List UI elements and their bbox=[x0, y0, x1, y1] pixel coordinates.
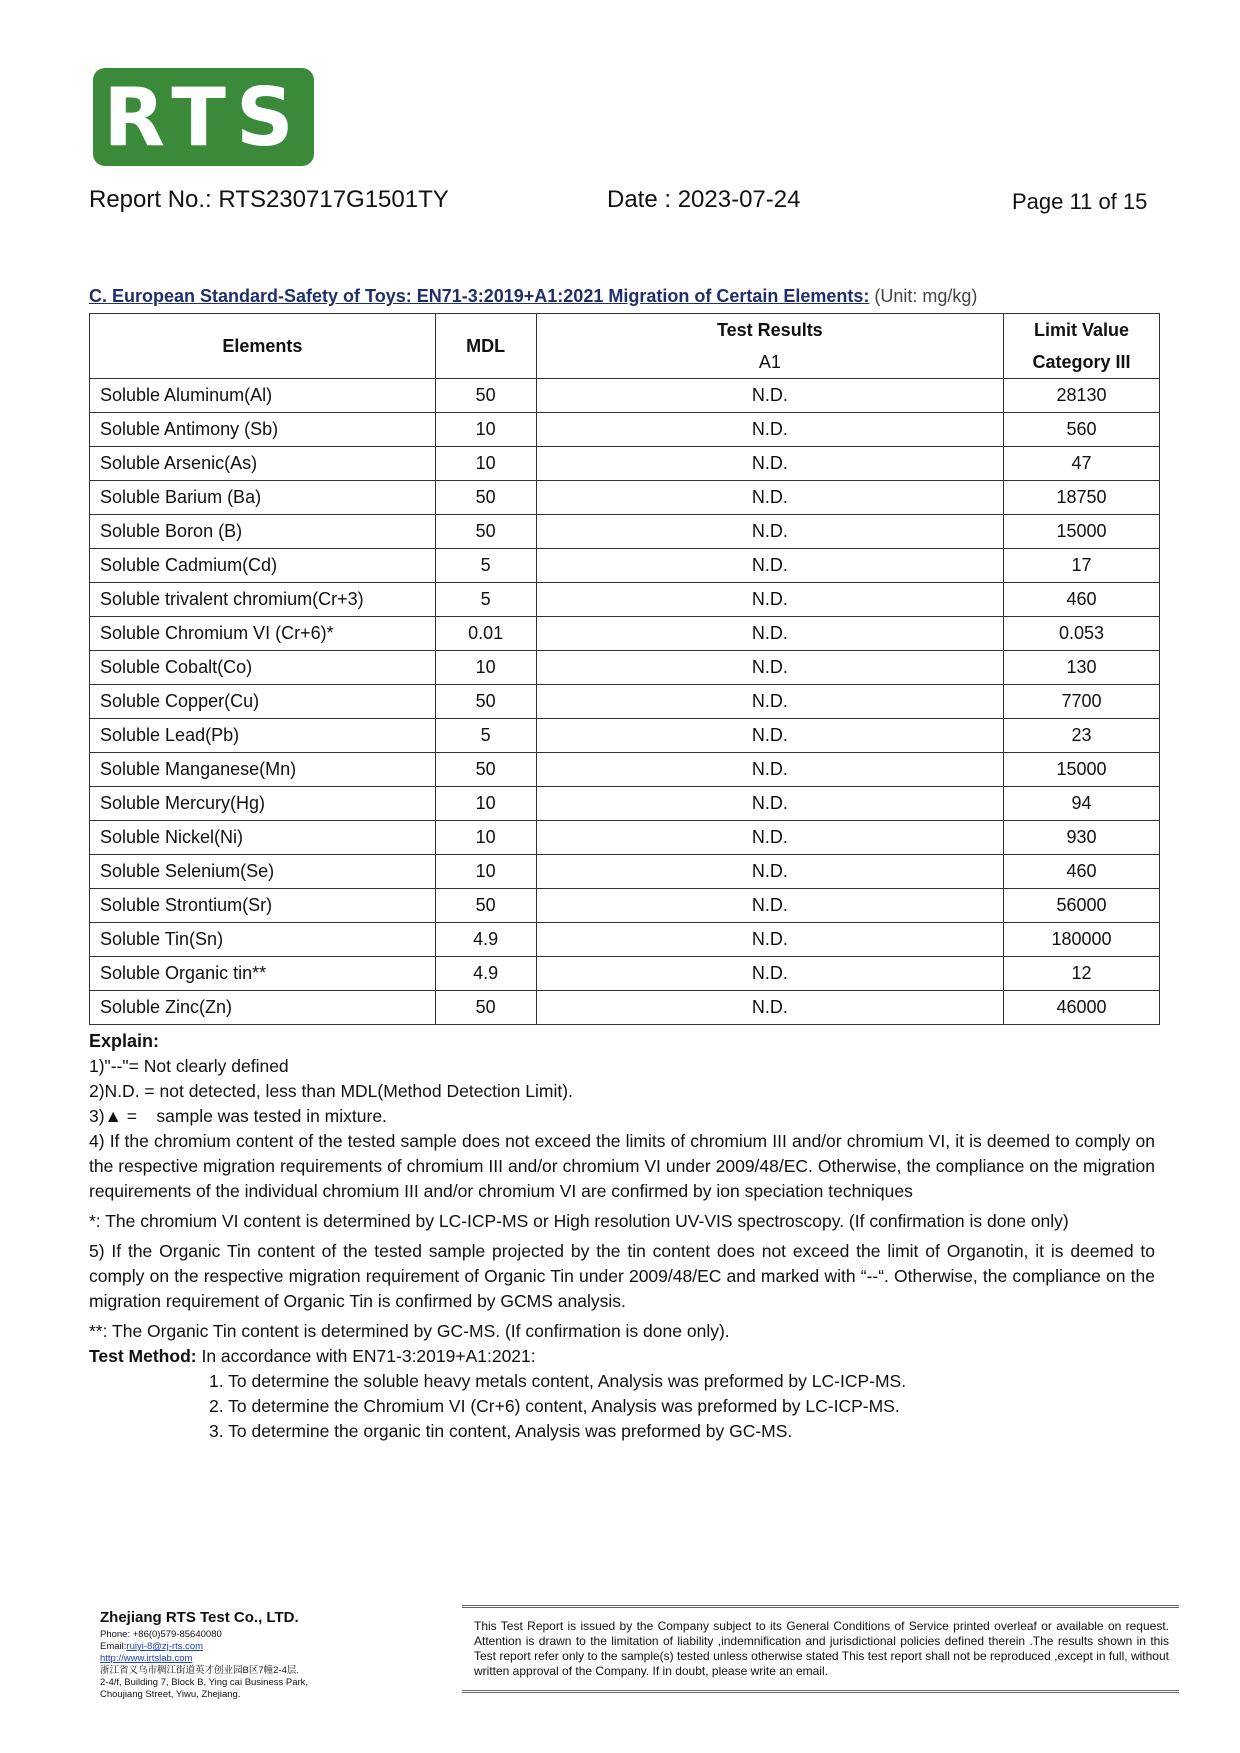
cell-mdl: 50 bbox=[435, 685, 536, 719]
test-method-item: 3. To determine the organic tin content, Analysis was preformed by GC-MS. bbox=[209, 1421, 793, 1441]
header-test-results: Test Results bbox=[536, 314, 1003, 347]
test-method-text: In accordance with EN71-3:2019+A1:2021: bbox=[196, 1346, 536, 1366]
explain-note-3: 3)▲ = sample was tested in mixture. bbox=[89, 1106, 387, 1126]
table-row bbox=[90, 617, 1160, 651]
cell-result: N.D. bbox=[536, 957, 1003, 991]
table-row bbox=[90, 413, 1160, 447]
cell-limit: 17 bbox=[1004, 549, 1160, 583]
cell-result: N.D. bbox=[536, 515, 1003, 549]
header-category: Category III bbox=[1004, 346, 1160, 379]
cell-result: N.D. bbox=[536, 787, 1003, 821]
cell-mdl: 5 bbox=[435, 583, 536, 617]
table-row bbox=[90, 889, 1160, 923]
cell-limit: 15000 bbox=[1004, 753, 1160, 787]
explain-note-2: 2)N.D. = not detected, less than MDL(Method Detection Limit). bbox=[89, 1081, 573, 1101]
cell-mdl: 10 bbox=[435, 821, 536, 855]
table-row bbox=[90, 549, 1160, 583]
test-method bbox=[89, 1344, 1155, 1369]
cell-result: N.D. bbox=[536, 413, 1003, 447]
cell-element: Soluble Antimony (Sb) bbox=[90, 413, 436, 447]
cell-limit: 46000 bbox=[1004, 991, 1160, 1025]
cell-mdl: 50 bbox=[435, 753, 536, 787]
cell-mdl: 4.9 bbox=[435, 923, 536, 957]
explain-section bbox=[89, 1029, 1155, 1444]
cell-element: Soluble Organic tin** bbox=[90, 957, 436, 991]
company-address-en-1: 2-4/f, Building 7, Block B, Ying cai Business Park, bbox=[100, 1677, 309, 1688]
table-row bbox=[90, 855, 1160, 889]
cell-result: N.D. bbox=[536, 379, 1003, 413]
cell-limit: 94 bbox=[1004, 787, 1160, 821]
cell-result: N.D. bbox=[536, 991, 1003, 1025]
section-title-text: C. European Standard-Safety of Toys: EN71-3:2019+A1:2021 Migration of Certain Elements: bbox=[89, 286, 870, 306]
test-method-item: 2. To determine the Chromium VI (Cr+6) content, Analysis was preformed by LC-ICP-MS. bbox=[209, 1396, 900, 1416]
cell-limit: 28130 bbox=[1004, 379, 1160, 413]
cell-mdl: 50 bbox=[435, 515, 536, 549]
cell-limit: 56000 bbox=[1004, 889, 1160, 923]
cell-mdl: 10 bbox=[435, 787, 536, 821]
section-title bbox=[89, 286, 977, 307]
cell-element: Soluble Lead(Pb) bbox=[90, 719, 436, 753]
cell-limit: 560 bbox=[1004, 413, 1160, 447]
logo-text: RTS bbox=[103, 70, 304, 164]
cell-element: Soluble Zinc(Zn) bbox=[90, 991, 436, 1025]
email-label: Email: bbox=[100, 1641, 127, 1652]
report-date: Date : 2023-07-24 bbox=[607, 186, 801, 213]
cell-element: Soluble Nickel(Ni) bbox=[90, 821, 436, 855]
test-method-label: Test Method: bbox=[89, 1346, 197, 1366]
cell-result: N.D. bbox=[536, 753, 1003, 787]
cell-element: Soluble Cobalt(Co) bbox=[90, 651, 436, 685]
section-unit: (Unit: mg/kg) bbox=[874, 286, 978, 306]
cell-limit: 0.053 bbox=[1004, 617, 1160, 651]
table-row bbox=[90, 821, 1160, 855]
cell-limit: 15000 bbox=[1004, 515, 1160, 549]
cell-result: N.D. bbox=[536, 923, 1003, 957]
cell-limit: 47 bbox=[1004, 447, 1160, 481]
cell-element: Soluble Chromium VI (Cr+6)* bbox=[90, 617, 436, 651]
explain-double-star-note: **: The Organic Tin content is determined by GC-MS. (If confirmation is done only). bbox=[89, 1321, 730, 1341]
disclaimer: This Test Report is issued by the Company subject to its General Conditions of Service printed overleaf or available on request. Attention is drawn to the limitation of liability ,indemnification and jurisdictional policies defined therein .The results shown in this Test report refer only to the sample(s) tested unless otherwise stated This test report shall not be reproduced ,except in full, without written approval of the Company. If in doubt, please write an email. bbox=[462, 1605, 1179, 1693]
cell-mdl: 5 bbox=[435, 719, 536, 753]
cell-element: Soluble Arsenic(As) bbox=[90, 447, 436, 481]
cell-limit: 930 bbox=[1004, 821, 1160, 855]
cell-limit: 460 bbox=[1004, 855, 1160, 889]
cell-result: N.D. bbox=[536, 617, 1003, 651]
header-elements: Elements bbox=[90, 314, 436, 379]
header-sample: A1 bbox=[536, 346, 1003, 379]
table-row bbox=[90, 685, 1160, 719]
table-row bbox=[90, 719, 1160, 753]
table-row bbox=[90, 651, 1160, 685]
table-row bbox=[90, 515, 1160, 549]
cell-element: Soluble Selenium(Se) bbox=[90, 855, 436, 889]
table-row bbox=[90, 991, 1160, 1025]
cell-mdl: 50 bbox=[435, 481, 536, 515]
cell-result: N.D. bbox=[536, 481, 1003, 515]
cell-limit: 18750 bbox=[1004, 481, 1160, 515]
cell-result: N.D. bbox=[536, 549, 1003, 583]
explain-note-1: 1)"--"= Not clearly defined bbox=[89, 1056, 289, 1076]
cell-element: Soluble Copper(Cu) bbox=[90, 685, 436, 719]
table-row bbox=[90, 753, 1160, 787]
cell-mdl: 10 bbox=[435, 651, 536, 685]
cell-element: Soluble Strontium(Sr) bbox=[90, 889, 436, 923]
company-address-en-2: Choujiang Street, Yiwu, Zhejiang. bbox=[100, 1689, 241, 1700]
cell-result: N.D. bbox=[536, 889, 1003, 923]
cell-mdl: 50 bbox=[435, 889, 536, 923]
cell-element: Soluble Barium (Ba) bbox=[90, 481, 436, 515]
cell-result: N.D. bbox=[536, 719, 1003, 753]
cell-limit: 460 bbox=[1004, 583, 1160, 617]
table-row bbox=[90, 787, 1160, 821]
table-row bbox=[90, 583, 1160, 617]
explain-note-4: 4) If the chromium content of the tested sample does not exceed the limits of chromium III and/or chromium VI, it is deemed to comply on the respective migration requirements of chromium III and/or chromium VI under 2009/48/EC. Otherwise, the compliance on the migration requirements of the individual chromium III and/or chromium VI are confirmed by ion speciation techniques bbox=[89, 1131, 1155, 1201]
cell-limit: 12 bbox=[1004, 957, 1160, 991]
cell-result: N.D. bbox=[536, 651, 1003, 685]
table-row bbox=[90, 923, 1160, 957]
table-row bbox=[90, 481, 1160, 515]
report-number: Report No.: RTS230717G1501TY bbox=[89, 186, 449, 213]
rts-logo bbox=[93, 68, 314, 166]
cell-element: Soluble Boron (B) bbox=[90, 515, 436, 549]
table-row bbox=[90, 447, 1160, 481]
explain-note-5: 5) If the Organic Tin content of the tested sample projected by the tin content does not exceed the limit of Organotin, it is deemed to comply on the respective migration requirement of Organic Tin under 2009/48/EC and marked with “--“. Otherwise, the compliance on the migration requirement of Organic Tin is confirmed by GCMS analysis. bbox=[89, 1241, 1155, 1311]
company-email-link[interactable]: ruiyi-8@zj-rts.com bbox=[126, 1641, 204, 1652]
cell-element: Soluble Mercury(Hg) bbox=[90, 787, 436, 821]
cell-limit: 180000 bbox=[1004, 923, 1160, 957]
test-method-item: 1. To determine the soluble heavy metals content, Analysis was preformed by LC-ICP-MS. bbox=[209, 1371, 907, 1391]
cell-mdl: 0.01 bbox=[435, 617, 536, 651]
table-row bbox=[90, 379, 1160, 413]
header-mdl: MDL bbox=[435, 314, 536, 379]
cell-result: N.D. bbox=[536, 685, 1003, 719]
company-email-line bbox=[100, 1641, 400, 1653]
cell-result: N.D. bbox=[536, 821, 1003, 855]
cell-mdl: 50 bbox=[435, 991, 536, 1025]
header-limit-value: Limit Value bbox=[1004, 314, 1160, 347]
cell-result: N.D. bbox=[536, 447, 1003, 481]
cell-mdl: 10 bbox=[435, 855, 536, 889]
cell-element: Soluble Manganese(Mn) bbox=[90, 753, 436, 787]
company-website-link[interactable]: http://www.irtslab.com bbox=[100, 1653, 193, 1664]
test-method-list bbox=[89, 1369, 1155, 1444]
explain-star-note: *: The chromium VI content is determined by LC-ICP-MS or High resolution UV-VIS spectroscopy. (If confirmation is done only) bbox=[89, 1211, 1069, 1231]
company-address-cn: 浙江省义乌市稠江街道英才创业园B区7幢2-4层. bbox=[100, 1665, 299, 1676]
results-table bbox=[89, 313, 1160, 1025]
cell-result: N.D. bbox=[536, 855, 1003, 889]
page-number: Page 11 of 15 bbox=[1012, 189, 1148, 214]
company-info bbox=[100, 1609, 400, 1701]
cell-mdl: 10 bbox=[435, 447, 536, 481]
cell-element: Soluble trivalent chromium(Cr+3) bbox=[90, 583, 436, 617]
cell-limit: 7700 bbox=[1004, 685, 1160, 719]
company-name: Zhejiang RTS Test Co., LTD. bbox=[100, 1609, 299, 1626]
cell-mdl: 5 bbox=[435, 549, 536, 583]
cell-element: Soluble Tin(Sn) bbox=[90, 923, 436, 957]
cell-limit: 130 bbox=[1004, 651, 1160, 685]
table-row bbox=[90, 957, 1160, 991]
cell-mdl: 50 bbox=[435, 379, 536, 413]
company-phone: Phone: +86(0)579-85640080 bbox=[100, 1629, 222, 1640]
explain-heading: Explain: bbox=[89, 1031, 160, 1051]
cell-limit: 23 bbox=[1004, 719, 1160, 753]
cell-element: Soluble Cadmium(Cd) bbox=[90, 549, 436, 583]
cell-mdl: 10 bbox=[435, 413, 536, 447]
cell-result: N.D. bbox=[536, 583, 1003, 617]
cell-element: Soluble Aluminum(Al) bbox=[90, 379, 436, 413]
cell-mdl: 4.9 bbox=[435, 957, 536, 991]
